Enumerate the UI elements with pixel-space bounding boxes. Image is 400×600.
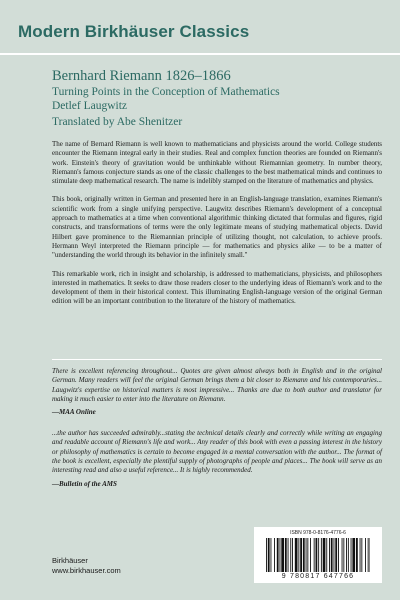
barcode-bar xyxy=(300,538,302,572)
description-paragraph: This book, originally written in German and presented here in an English-language translation, examines Riemann's scientific work from a single unifying perspective. Laugwitz describes Riemann's development of a conceptual approach to mathematics at a time when conventional algorithmic thinking dictated that formulas and figures, rigid constructs, and transformations of terms were the only legitimate means of studying mathematical objects. David Hilbert gave prominence to the Riemannian principle of utilizing thought, not calculation, to achieve proofs. Hermann Weyl interpreted the Riemann principle — for mathematics and physics alike — to be a matter of "understanding the world through its behavior in the infinitely small." xyxy=(52,195,382,260)
review-text: There is excellent referencing throughout... Quotes are given almost always both in English and in the original German. Many readers will feel the original German brings them a bit closer to Riemann and his contemporaries... Laugwitz's expertise on historical matters is most impressive... Thanks are due to both author and translator for making it much easier to enter into the literature on Riemann. xyxy=(52,367,382,403)
book-subtitle: Turning Points in the Conception of Mathematics xyxy=(52,86,280,98)
review-text: ...the author has succeeded admirably...stating the technical details clearly and correctly while writing an engaging and readable account of Riemann's life and work... Any reader of this book with even a passing interest in the history or philosophy of mathematics is certain to become engaged in a mental conversation with the author... The format of the book is excellent, especially the plentiful supply of photographs of people and places... The book will serve as an interesting read and also a useful reference... It is highly recommended. xyxy=(52,429,382,475)
barcode-bar xyxy=(361,538,362,572)
barcode-bar xyxy=(351,538,352,572)
barcode-bar xyxy=(298,538,299,572)
barcode-bar xyxy=(307,538,308,572)
publisher xyxy=(52,556,121,576)
barcode-bar xyxy=(290,538,291,572)
book-header xyxy=(52,68,382,129)
barcode-bar xyxy=(277,538,279,572)
barcode-bar xyxy=(323,538,326,572)
barcode-bar xyxy=(326,538,327,572)
barcode-bar xyxy=(266,538,267,572)
barcode-bar xyxy=(271,538,272,572)
barcode-bar xyxy=(342,538,343,572)
barcode-bar xyxy=(321,538,322,572)
description-paragraph: This remarkable work, rich in insight and scholarship, is addressed to mathematicians, physicists, and philosophers interested in mathematics. It seeks to draw those readers closer to the underlying ideas of Riemann's work and to the development of them in their historical context. This illuminating English-language version of the original German edition will be an important contribution to the literature of the history of mathematics. xyxy=(52,269,382,306)
review-source: —MAA Online xyxy=(52,408,96,417)
barcode-bar xyxy=(288,538,289,572)
barcode-bar xyxy=(314,538,315,572)
barcode xyxy=(254,527,382,583)
barcode-bar xyxy=(331,538,333,572)
header-rule xyxy=(0,53,400,55)
barcode-digits: 9 780817 647766 xyxy=(281,573,355,580)
isbn-label: ISBN 978-0-8176-4776-6 xyxy=(290,530,346,536)
barcode-bar xyxy=(303,538,305,572)
book-translator: Translated by Abe Shenitzer xyxy=(52,116,183,128)
barcode-bar xyxy=(370,538,371,572)
book-author: Detlef Laugwitz xyxy=(52,100,128,112)
barcode-bars xyxy=(266,538,370,572)
publisher-name: Birkhäuser xyxy=(52,556,88,565)
barcode-bar xyxy=(316,538,318,572)
barcode-bar xyxy=(343,538,344,572)
barcode-bar xyxy=(274,538,275,572)
barcode-bar xyxy=(352,538,355,572)
barcode-bar xyxy=(329,538,330,572)
barcode-bar xyxy=(318,538,319,572)
barcode-bar xyxy=(280,538,281,572)
barcode-bar xyxy=(310,538,311,572)
barcode-bar xyxy=(292,538,293,572)
book-title: Bernhard Riemann 1826–1866 xyxy=(52,68,231,84)
barcode-bar xyxy=(268,538,270,572)
series-title: Modern Birkhäuser Classics xyxy=(18,22,250,41)
barcode-bar xyxy=(338,538,339,572)
description-paragraph: The name of Bernard Riemann is well known to mathematicians and physicists around the world. College students encounter the Riemann integral early in their studies. Real and complex function theories are founded on Riemann's work. Einstein's theory of gravitation would be unthinkable without Riemannian geometry. In number theory, Riemann's famous conjecture stands as one of the classic challenges to the best mathematical minds and continues to stimulate deep mathematical research. The name is indelibly stamped on the literature of mathematics and physics. xyxy=(52,140,382,186)
publisher-url: www.birkhauser.com xyxy=(52,566,121,575)
barcode-bar xyxy=(368,538,369,572)
barcode-bar xyxy=(295,538,298,572)
barcode-bar xyxy=(335,538,337,572)
review-source: —Bulletin of the AMS xyxy=(52,479,117,488)
barcode-bar xyxy=(285,538,287,572)
barcode-bar xyxy=(348,538,349,572)
barcode-bar xyxy=(360,538,361,572)
barcode-bar xyxy=(334,538,335,572)
barcode-bar xyxy=(365,538,366,572)
barcode-bar xyxy=(356,538,358,572)
barcode-bar xyxy=(306,538,307,572)
reviews xyxy=(52,367,382,501)
barcode-bar xyxy=(346,538,347,572)
description xyxy=(52,140,382,316)
barcode-bar xyxy=(281,538,284,572)
series-header xyxy=(0,0,400,62)
section-divider xyxy=(52,359,382,360)
